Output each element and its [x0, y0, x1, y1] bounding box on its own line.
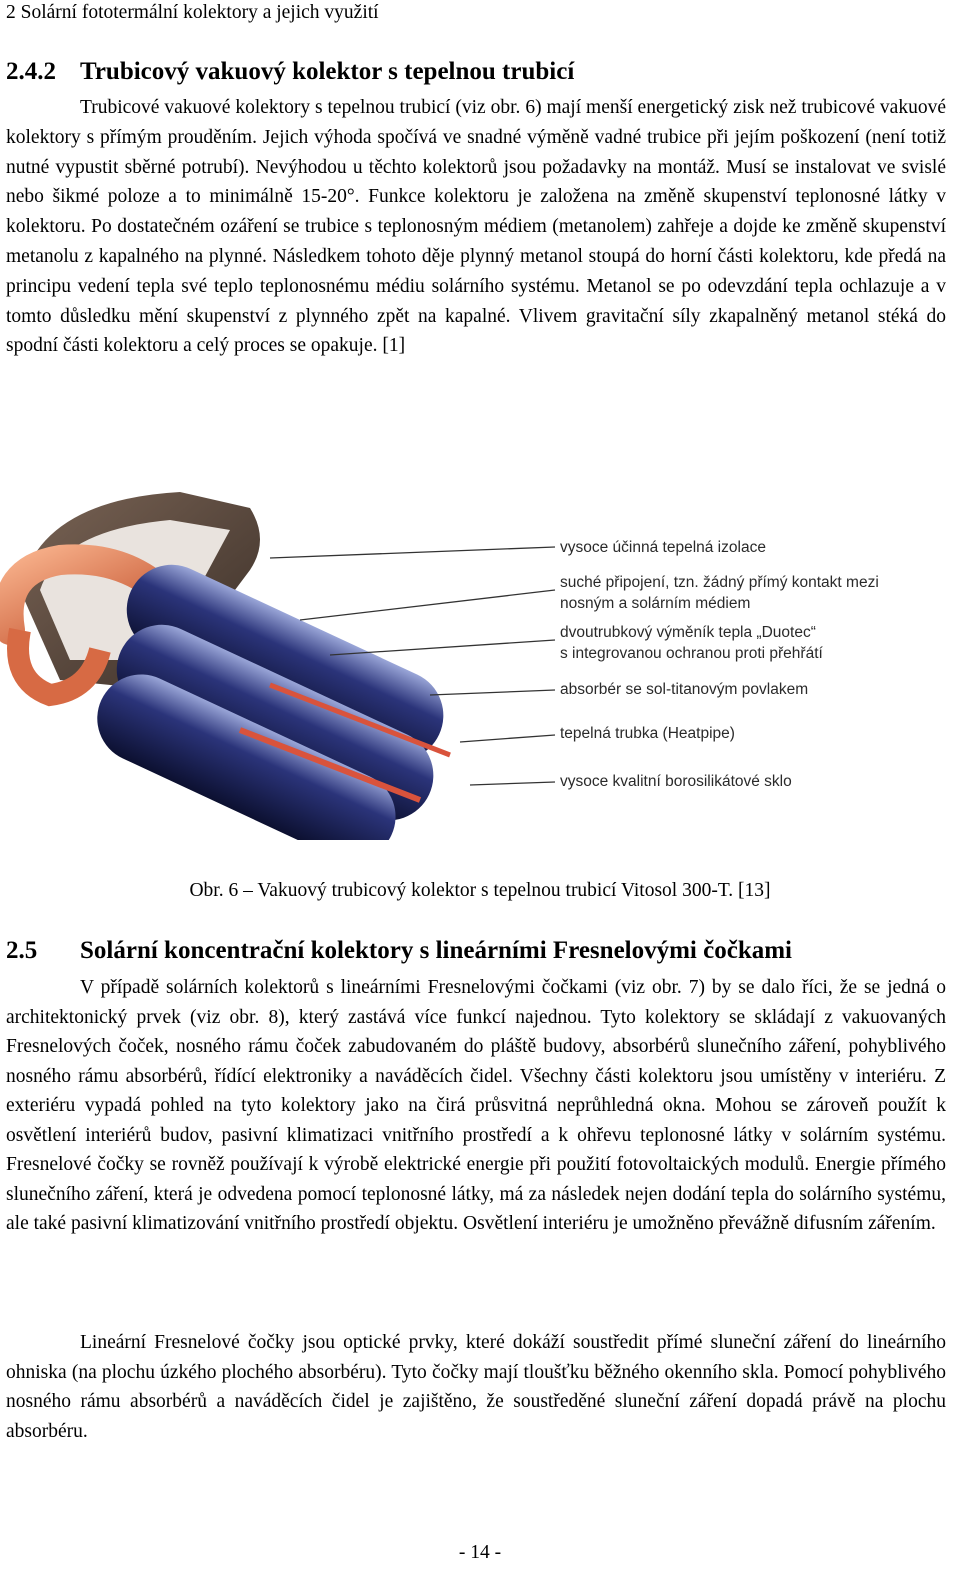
label-dry-connection-line1: suché připojení, tzn. žádný přímý kontakt mezi [560, 574, 879, 591]
figure-caption: Obr. 6 – Vakuový trubicový kolektor s tepelnou trubicí Vitosol 300-T. [13] [189, 880, 771, 901]
paragraph-fresnel-1: V případě solárních kolektorů s lineárními Fresnelovými čočkami (viz obr. 7) by se dalo říci, že se jedná o architektonický prvek (viz obr. 8), který zastává více funkcí najednou. Tyto kolektory se skládají z vakuovaných Fresnelových čoček, nosného rámu čoček zabudovaném do pláště budovy, absorbérů slunečního záření, pohyblivého nosného rámu absorbérů, řídící elektroniky a naváděcích čidel. Všechny části kolektoru jsou umístěny v interiéru. Z exteriéru vypadá pohled na tyto kolektory jako na čirá průsvitná neprůhledná okna. Mohou se zároveň použít k osvětlení interiérů budov, pasivní klimatizaci vnitřního prostředí a k ohřevu teplonosné látky v solárním systému. Fresnelové čočky se rovněž používají k výrobě elektrické energie při použití fotovoltaických modulů. Energie přímého slunečního záření, která je odvedena pomocí teplonosné látky, má za následek nejen dodání tepla do solárního systému, ale také pasivní klimatizování vnitřního prostředí objektu. Osvětlení interiéru je umožněno převážně difusním zářením. [6, 977, 946, 1234]
page-number: - 14 - [458, 1542, 502, 1563]
label-absorber: absorbér se sol-titanovým povlakem [560, 681, 809, 698]
leader-line [430, 690, 555, 695]
leader-line [300, 590, 555, 620]
section-title: Trubicový vakuový kolektor s tepelnou trubicí [80, 58, 575, 85]
paragraph-fresnel-2: Lineární Fresnelové čočky jsou optické prvky, které dokáží soustředit přímé sluneční záření do lineárního ohniska (na plochu úzkého plochého absorbéru). Tyto čočky mají tloušťku běžného okenního skla. Pomocí pohyblivého nosného rámu absorbérů a naváděcích čidel je zajištěno, že soustředěné sluneční záření dopadá právě na plochu absorbéru. [6, 1332, 946, 1442]
label-duotec-line1: dvoutrubkový výměník tepla „Duotec“ [560, 624, 816, 641]
section-number: 2.4.2 [6, 58, 56, 85]
section-heading-2-4-2 [6, 56, 574, 88]
leader-line [270, 547, 555, 558]
leader-line [460, 735, 555, 742]
running-head: 2 Solární fototermální kolektory a jejich využití [6, 2, 379, 23]
leader-line [470, 782, 555, 785]
label-dry-connection-line2: nosným a solárním médiem [560, 595, 751, 612]
label-duotec-line2: s integrovanou ochranou proti přehřátí [560, 645, 823, 662]
section-number: 2.5 [6, 937, 38, 964]
leader-line [330, 640, 555, 655]
label-glass: vysoce kvalitní borosilikátové sklo [560, 773, 792, 790]
figure-vacuum-tube-collector [0, 480, 960, 840]
section-title: Solární koncentrační kolektory s lineárními Fresnelovými čočkami [80, 937, 792, 964]
paragraph-heatpipe: Trubicové vakuové kolektory s tepelnou trubicí (viz obr. 6) mají menší energetický zisk než trubicové vakuové kolektory s přímým prouděním. Jejich výhoda spočívá ve snadné výměně vadné trubice při jejím poškození (není totiž nutné vypustit sběrné potrubí). Nevýhodou u těchto kolektorů jsou požadavky na montáž. Musí se instalovat ve svislé nebo šikmé poloze a to minimálně 15-20°. Funkce kolektoru je založena na změně skupenství teplonosné látky v kolektoru. Po dostatečném ozáření se trubice s teplonosným médiem (metanolem) zahřeje a dojde ke změně skupenství metanolu z kapalného na plynné. Následkem tohoto děje plynný metanol stoupá do horní části kolektoru, kde předá na principu vedení tepla své teplo teplonosnému médiu solárního systému. Metanol se po odevzdání tepla ochlazuje a v tomto důsledku mění skupenství z plynného zpět na kapalné. Vlivem gravitační síly zkapalněný metanol stéká do spodní části kolektoru a celý proces se opakuje. [1] [6, 97, 946, 357]
label-insulation: vysoce účinná tepelná izolace [560, 539, 766, 556]
section-heading-2-5 [6, 935, 792, 967]
label-heatpipe: tepelná trubka (Heatpipe) [560, 725, 735, 742]
